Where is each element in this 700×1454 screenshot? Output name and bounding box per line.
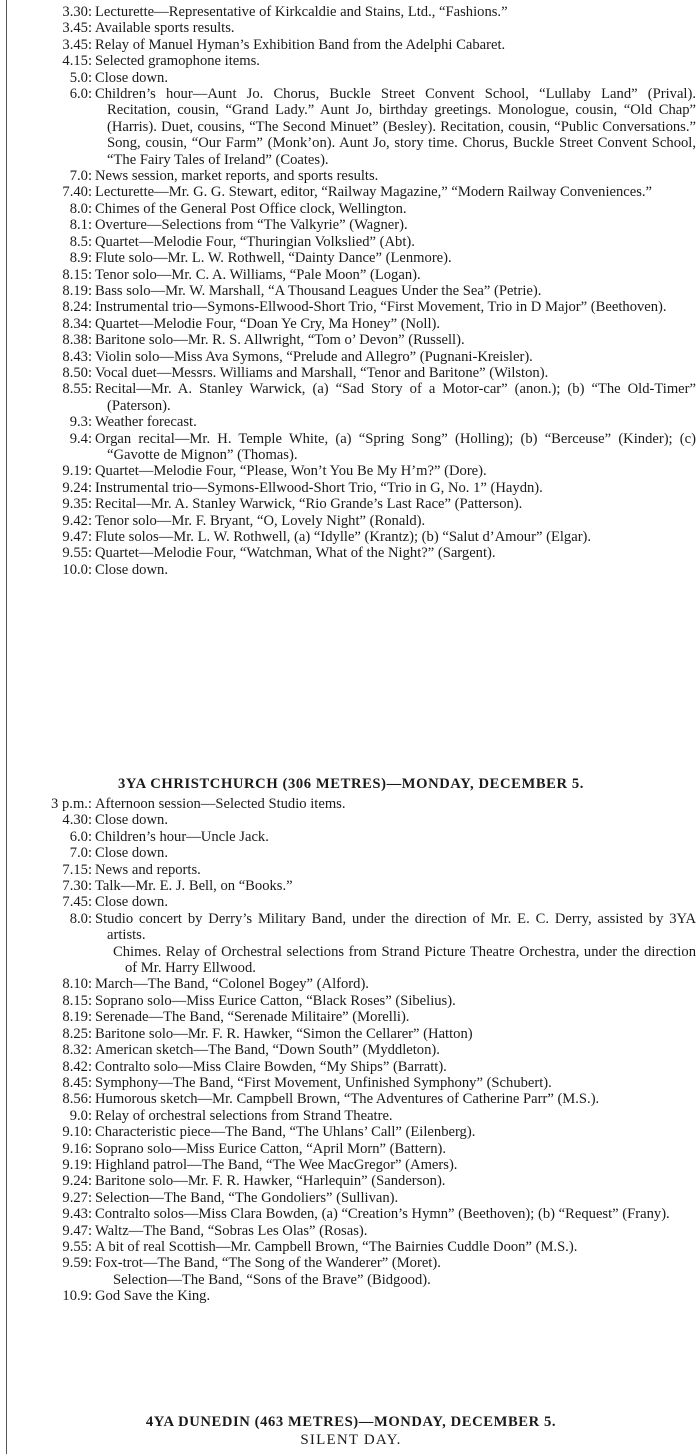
entry-description: Recital—Mr. A. Stanley Warwick, (a) “Sad Story of a Motor-car” (anon.); (b) “The Old-Timer” (Paterson).	[95, 381, 696, 414]
entry-description: Bass solo—Mr. W. Marshall, “A Thousand Leagues Under the Sea” (Petrie).	[95, 282, 542, 299]
programme-entry	[6, 1255, 696, 1271]
programme-entry	[6, 1141, 696, 1157]
entry-description: Relay of Manuel Hyman’s Exhibition Band from the Adelphi Cabaret.	[95, 36, 506, 53]
entry-description: Children’s hour—Uncle Jack.	[95, 828, 269, 845]
entry-time: 7.30:	[62, 878, 92, 895]
entry-description: Soprano solo—Miss Eurice Catton, “April Morn” (Battern).	[95, 1140, 446, 1157]
entry-time: 7.45:	[62, 894, 92, 911]
entry-description: Tenor solo—Mr. C. A. Williams, “Pale Moon” (Logan).	[95, 266, 421, 283]
entry-time: 8.15:	[62, 266, 92, 283]
programme-entry	[6, 1042, 696, 1058]
entry-description: Flute solos—Mr. L. W. Rothwell, (a) “Idylle” (Krantz); (b) “Salut d’Amour” (Elgar).	[95, 529, 592, 545]
entry-description: Serenade—The Band, “Serenade Militaire” (Morelli).	[95, 1009, 410, 1026]
programme-entry	[6, 283, 696, 299]
programme-entry	[6, 86, 696, 168]
programme-entry	[6, 845, 696, 861]
entry-time: 7.0:	[69, 845, 92, 862]
entry-description: Studio concert by Derry’s Military Band, under the direction of Mr. E. C. Derry, assisted by 3YA artists.	[95, 910, 696, 944]
entry-time: 3.30:	[62, 4, 92, 20]
entry-time: 6.0:	[69, 828, 92, 845]
entry-description: Characteristic piece—The Band, “The Uhlans’ Call” (Eilenberg).	[95, 1124, 476, 1141]
entry-description: Soprano solo—Miss Eurice Catton, “Black Roses” (Sibelius).	[95, 992, 456, 1009]
entry-description: Symphony—The Band, “First Movement, Unfinished Symphony” (Schubert).	[95, 1074, 552, 1091]
entry-time: 9.43:	[62, 1206, 92, 1223]
entry-time: 8.9:	[69, 250, 92, 267]
programme-entry	[6, 53, 696, 69]
programme-entry	[6, 168, 696, 184]
programme-entry	[6, 414, 696, 430]
entry-time: 9.3:	[69, 414, 92, 431]
programme-entry	[6, 267, 696, 283]
programme-entry	[6, 545, 696, 561]
programme-entry	[6, 365, 696, 381]
entry-description: March—The Band, “Colonel Bogey” (Alford).	[95, 976, 369, 993]
entry-description: Selection—The Band, “The Gondoliers” (Sullivan).	[95, 1189, 399, 1206]
entry-time: 9.0:	[69, 1107, 92, 1124]
entry-description: Quartet—Melodie Four, “Watchman, What of the Night?” (Sargent).	[95, 545, 496, 562]
entry-description: Organ recital—Mr. H. Temple White, (a) “Spring Song” (Holling); (b) “Berceuse” (Kinder); (c) “Gavotte de Mignon” (Thomas).	[95, 430, 696, 463]
programme-entry	[6, 878, 696, 894]
entry-time: 7.0:	[69, 168, 92, 185]
entry-description: Fox-trot—The Band, “The Song of the Wanderer” (Moret).	[95, 1255, 441, 1272]
programme-entry	[6, 201, 696, 217]
programme-entry	[6, 1173, 696, 1189]
entry-time: 8.19:	[62, 1009, 92, 1026]
entry-time: 8.0:	[69, 910, 92, 927]
entry-time: 7.15:	[62, 861, 92, 878]
entry-description: Quartet—Melodie Four, “Thuringian Volkslied” (Abt).	[95, 233, 415, 250]
entry-description: Violin solo—Miss Ava Symons, “Prelude and Allegro” (Pugnani-Kreisler).	[95, 348, 533, 365]
programme-entry	[6, 1190, 696, 1206]
entry-time: 10.0:	[62, 561, 92, 578]
programme-entry	[6, 217, 696, 233]
programme-entry	[6, 1009, 696, 1025]
entry-description: Contralto solo—Miss Claire Bowden, “My Ships” (Barratt).	[95, 1058, 447, 1075]
programme-entry	[6, 862, 696, 878]
entry-description: Talk—Mr. E. J. Bell, on “Books.”	[95, 878, 293, 895]
programme-entry	[6, 796, 696, 812]
entry-time: 8.34:	[62, 315, 92, 332]
programme-entry	[6, 70, 696, 86]
programme-entry	[6, 234, 696, 250]
entry-time: 9.19:	[62, 463, 92, 480]
entry-time: 6.0:	[69, 86, 92, 103]
programme-entry	[6, 944, 696, 977]
entry-time: 8.5:	[69, 233, 92, 250]
entry-description: Chimes. Relay of Orchestral selections from Strand Picture Theatre Orchestra, under the direction of Mr. Harry Ellwood.	[113, 943, 696, 977]
entry-time: 8.1:	[69, 217, 92, 234]
entry-time: 7.40:	[62, 184, 92, 201]
entry-time: 8.24:	[62, 299, 92, 316]
entry-time: 9.19:	[62, 1156, 92, 1173]
entry-description: Contralto solos—Miss Clara Bowden, (a) “Creation’s Hymn” (Beethoven); (b) “Request” (Frany).	[95, 1206, 670, 1223]
entry-time: 8.0:	[69, 200, 92, 217]
entry-time: 9.47:	[62, 1222, 92, 1239]
entry-time: 3.45:	[62, 36, 92, 53]
entry-time: 9.10:	[62, 1124, 92, 1141]
entry-time: 8.38:	[62, 332, 92, 349]
entry-description: Close down.	[95, 845, 168, 862]
entry-time: 8.19:	[62, 282, 92, 299]
programme-entry	[6, 1108, 696, 1124]
programme-entry	[6, 431, 696, 464]
programme-entry	[6, 20, 696, 36]
entry-time: 8.32:	[62, 1042, 92, 1059]
programme-entry	[6, 1206, 696, 1222]
programme-entry	[6, 1026, 696, 1042]
programme-entry	[6, 1223, 696, 1239]
programme-entry	[6, 349, 696, 365]
entry-description: Flute solo—Mr. L. W. Rothwell, “Dainty Dance” (Lenmore).	[95, 250, 452, 267]
entry-time: 8.42:	[62, 1058, 92, 1075]
entry-time: 8.55:	[62, 381, 92, 398]
programme-entry	[6, 562, 696, 578]
entry-description: Instrumental trio—Symons-Ellwood-Short Trio, “Trio in G, No. 1” (Haydn).	[95, 479, 543, 496]
entry-time: 9.16:	[62, 1140, 92, 1157]
entry-description: Quartet—Melodie Four, “Please, Won’t You Be My H’m?” (Dore).	[95, 463, 487, 480]
programme-entry	[6, 911, 696, 944]
entry-description: God Save the King.	[95, 1288, 211, 1305]
entry-description: Quartet—Melodie Four, “Doan Ye Cry, Ma Honey” (Noll).	[95, 315, 441, 332]
christchurch-heading: 3YA CHRISTCHURCH (306 METRES)—MONDAY, DECEMBER 5.	[117, 776, 585, 792]
programme-entry	[6, 332, 696, 348]
entry-description: Baritone solo—Mr. R. S. Allwright, “Tom o’ Devon” (Russell).	[95, 332, 465, 349]
programme-entry	[6, 1059, 696, 1075]
entry-time: 10.9:	[62, 1288, 92, 1305]
programme-entry	[6, 513, 696, 529]
programme-entry	[6, 894, 696, 910]
entry-description: News session, market reports, and sports results.	[95, 168, 379, 185]
christchurch-programme	[6, 796, 696, 1305]
programme-entry	[6, 316, 696, 332]
entry-time: 9.4:	[69, 430, 92, 447]
entry-description: Close down.	[95, 69, 168, 86]
programme-entry	[6, 463, 696, 479]
entry-time: 9.59:	[62, 1255, 92, 1272]
entry-description: Chimes of the General Post Office clock, Wellington.	[95, 200, 407, 217]
entry-description: Highland patrol—The Band, “The Wee MacGregor” (Amers).	[95, 1156, 458, 1173]
entry-description: Close down.	[95, 812, 168, 829]
entry-time: 9.47:	[62, 529, 92, 545]
entry-description: Relay of orchestral selections from Strand Theatre.	[95, 1107, 393, 1124]
wellington-programme	[6, 4, 696, 578]
programme-entry	[6, 299, 696, 315]
programme-entry	[6, 1091, 696, 1107]
programme-entry	[6, 4, 696, 20]
entry-description: Waltz—The Band, “Sobras Les Olas” (Rosas).	[95, 1222, 368, 1239]
programme-entry	[6, 1157, 696, 1173]
programme-entry	[6, 1288, 696, 1304]
entry-description: Recital—Mr. A. Stanley Warwick, “Rio Grande’s Last Race” (Patterson).	[95, 496, 523, 513]
programme-entry	[6, 993, 696, 1009]
dunedin-silent-day: SILENT DAY.	[300, 1432, 402, 1448]
entry-description: Humorous sketch—Mr. Campbell Brown, “The Adventures of Catherine Parr” (M.S.).	[95, 1091, 600, 1108]
programme-entry	[6, 1075, 696, 1091]
entry-time: 8.43:	[62, 348, 92, 365]
entry-time: 9.35:	[62, 496, 92, 513]
entry-time: 8.50:	[62, 364, 92, 381]
entry-time: 9.55:	[62, 545, 92, 562]
entry-description: American sketch—The Band, “Down South” (Myddleton).	[95, 1042, 440, 1059]
entry-time: 3.45:	[62, 20, 92, 37]
programme-entry	[6, 829, 696, 845]
entry-description: News and reports.	[95, 861, 201, 878]
entry-description: Overture—Selections from “The Valkyrie” (Wagner).	[95, 217, 408, 234]
entry-description: A bit of real Scottish—Mr. Campbell Brown, “The Bairnies Cuddle Doon” (M.S.).	[95, 1238, 578, 1255]
entry-time: 8.56:	[62, 1091, 92, 1108]
entry-description: Tenor solo—Mr. F. Bryant, “O, Lovely Night” (Ronald).	[95, 512, 426, 529]
programme-entry	[6, 1272, 696, 1288]
entry-description: Selection—The Band, “Sons of the Brave” (Bidgood).	[113, 1271, 431, 1288]
programme-entry	[6, 812, 696, 828]
entry-time: 3 p.m.:	[51, 796, 92, 812]
entry-description: Baritone solo—Mr. F. R. Hawker, “Harlequin” (Sanderson).	[95, 1173, 446, 1190]
entry-description: Selected gramophone items.	[95, 53, 260, 70]
entry-time: 8.45:	[62, 1074, 92, 1091]
entry-description: Afternoon session—Selected Studio items.	[95, 796, 346, 812]
entry-time: 8.15:	[62, 992, 92, 1009]
entry-description: Baritone solo—Mr. F. R. Hawker, “Simon the Cellarer” (Hatton)	[95, 1025, 473, 1042]
programme-entry	[6, 184, 696, 200]
entry-time: 9.24:	[62, 1173, 92, 1190]
programme-entry	[6, 37, 696, 53]
entry-time: 9.27:	[62, 1189, 92, 1206]
entry-description: Available sports results.	[95, 20, 235, 37]
entry-description: Lecturette—Mr. G. G. Stewart, editor, “Railway Magazine,” “Modern Railway Conveniences.”	[95, 184, 653, 201]
entry-description: Close down.	[95, 561, 168, 578]
entry-description: Vocal duet—Messrs. Williams and Marshall, “Tenor and Baritone” (Wilston).	[95, 364, 549, 381]
entry-time: 8.10:	[62, 976, 92, 993]
entry-description: Weather forecast.	[95, 414, 197, 431]
programme-entry	[6, 480, 696, 496]
programme-entry	[6, 1124, 696, 1140]
programme-entry	[6, 496, 696, 512]
programme-entry	[6, 529, 696, 545]
programme-entry	[6, 976, 696, 992]
entry-time: 8.25:	[62, 1025, 92, 1042]
programme-entry	[6, 1239, 696, 1255]
entry-description: Lecturette—Representative of Kirkcaldie and Stains, Ltd., “Fashions.”	[95, 4, 508, 20]
entry-time: 4.30:	[62, 812, 92, 829]
dunedin-heading: 4YA DUNEDIN (463 METRES)—MONDAY, DECEMBER 5.	[145, 1414, 557, 1430]
programme-entry	[6, 381, 696, 414]
programme-entry	[6, 250, 696, 266]
entry-description: Children’s hour—Aunt Jo. Chorus, Buckle Street Convent School, “Lullaby Land” (Prival). Recitation, cousin, “Grand Lady.” Aunt Jo, birthday greetings. Monologue, cousin, “Old Chap” (Harris). Duet, cousins, “The Second Minuet” (Besley). Recitation, cousin, “Public Conversations.” Song, cousin, “Our Farm” (Monk’on). Aunt Jo, story time. Chorus, Buckle Street Convent School, “The Fairy Tales of Ireland” (Coates).	[95, 86, 696, 168]
entry-time: 9.42:	[62, 512, 92, 529]
entry-time: 9.55:	[62, 1238, 92, 1255]
entry-time: 9.24:	[62, 479, 92, 496]
entry-description: Instrumental trio—Symons-Ellwood-Short Trio, “First Movement, Trio in D Major” (Beethoven).	[95, 299, 667, 316]
entry-description: Close down.	[95, 894, 168, 911]
entry-time: 4.15:	[62, 53, 92, 70]
entry-time: 5.0:	[69, 69, 92, 86]
